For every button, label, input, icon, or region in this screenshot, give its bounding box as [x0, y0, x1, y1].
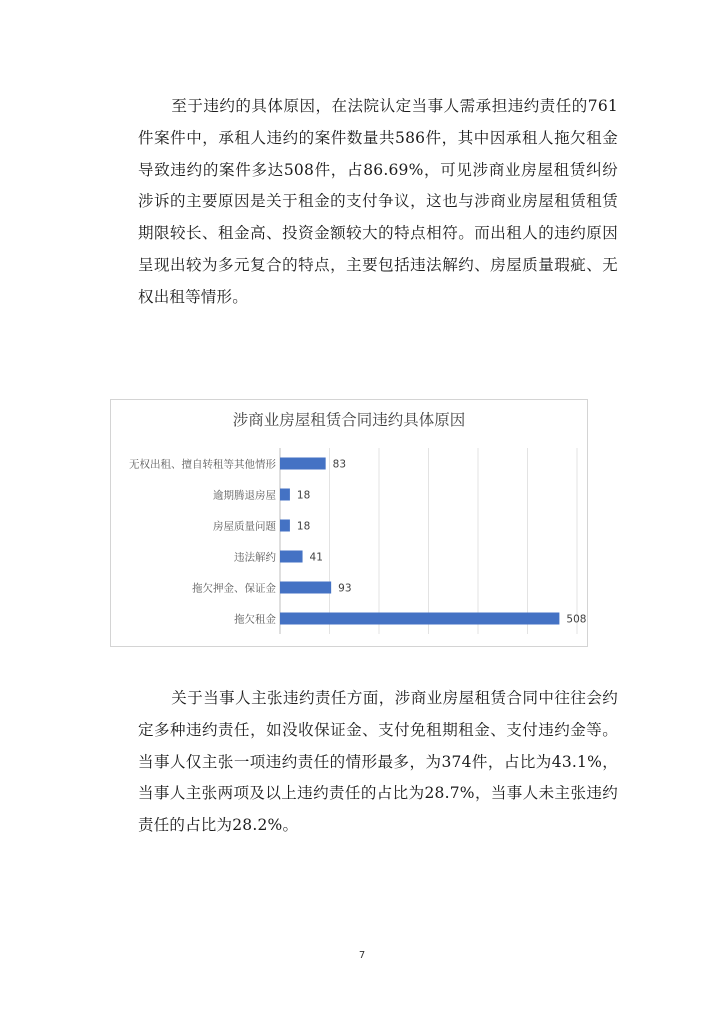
data-label: 18: [296, 520, 311, 533]
bar: [280, 551, 303, 563]
category-label: 拖欠押金、保证金: [192, 582, 276, 595]
data-label: 18: [296, 489, 311, 502]
paragraph-text: 至于违约的具体原因，在法院认定当事人需承担违约责任的761件案件中，承租人违约的案件数量共586件，其中因承租人拖欠租金导致违约的案件多达508件，占86.69%，可见涉商业房屋租赁纠纷涉诉的主要原因是关于租金的支付争议，这也与涉商业房屋租赁租赁期限较长、租金高、投资金额较大的特点相符。而出租人的违约原因呈现出较为多元复合的特点，主要包括违法解约、房屋质量瑕疵、无权出租等情形。: [138, 97, 618, 306]
bar: [280, 613, 559, 625]
category-label: 拖欠租金: [234, 613, 276, 626]
page-number: 7: [358, 950, 366, 961]
bar: [280, 489, 290, 501]
category-label: 逾期腾退房屋: [213, 489, 276, 502]
category-label: 违法解约: [234, 551, 276, 564]
bar: [280, 520, 290, 532]
chart-title: 涉商业房屋租赁合同违约具体原因: [232, 411, 466, 429]
data-label: 508: [566, 613, 587, 626]
data-label: 83: [332, 458, 347, 471]
bar: [280, 582, 331, 594]
category-label: 无权出租、擅自转租等其他情形: [129, 458, 276, 471]
category-label: 房屋质量问题: [213, 520, 276, 533]
bar: [280, 458, 326, 470]
data-label: 41: [309, 551, 323, 564]
paragraph-violation-causes: [138, 91, 618, 314]
paragraph-liability-claims: [138, 683, 618, 842]
data-label: 93: [338, 582, 352, 595]
bar-chart: [110, 399, 588, 647]
chart-plot: [111, 400, 589, 648]
paragraph-text: 关于当事人主张违约责任方面，涉商业房屋租赁合同中往往会约定多种违约责任，如没收保证金、支付免租期租金、支付违约金等。当事人仅主张一项违约责任的情形最多，为374件，占比为43.1%，当事人主张两项及以上违约责任的占比为28.7%，当事人未主张违约责任的占比为28.2%。: [138, 689, 618, 835]
